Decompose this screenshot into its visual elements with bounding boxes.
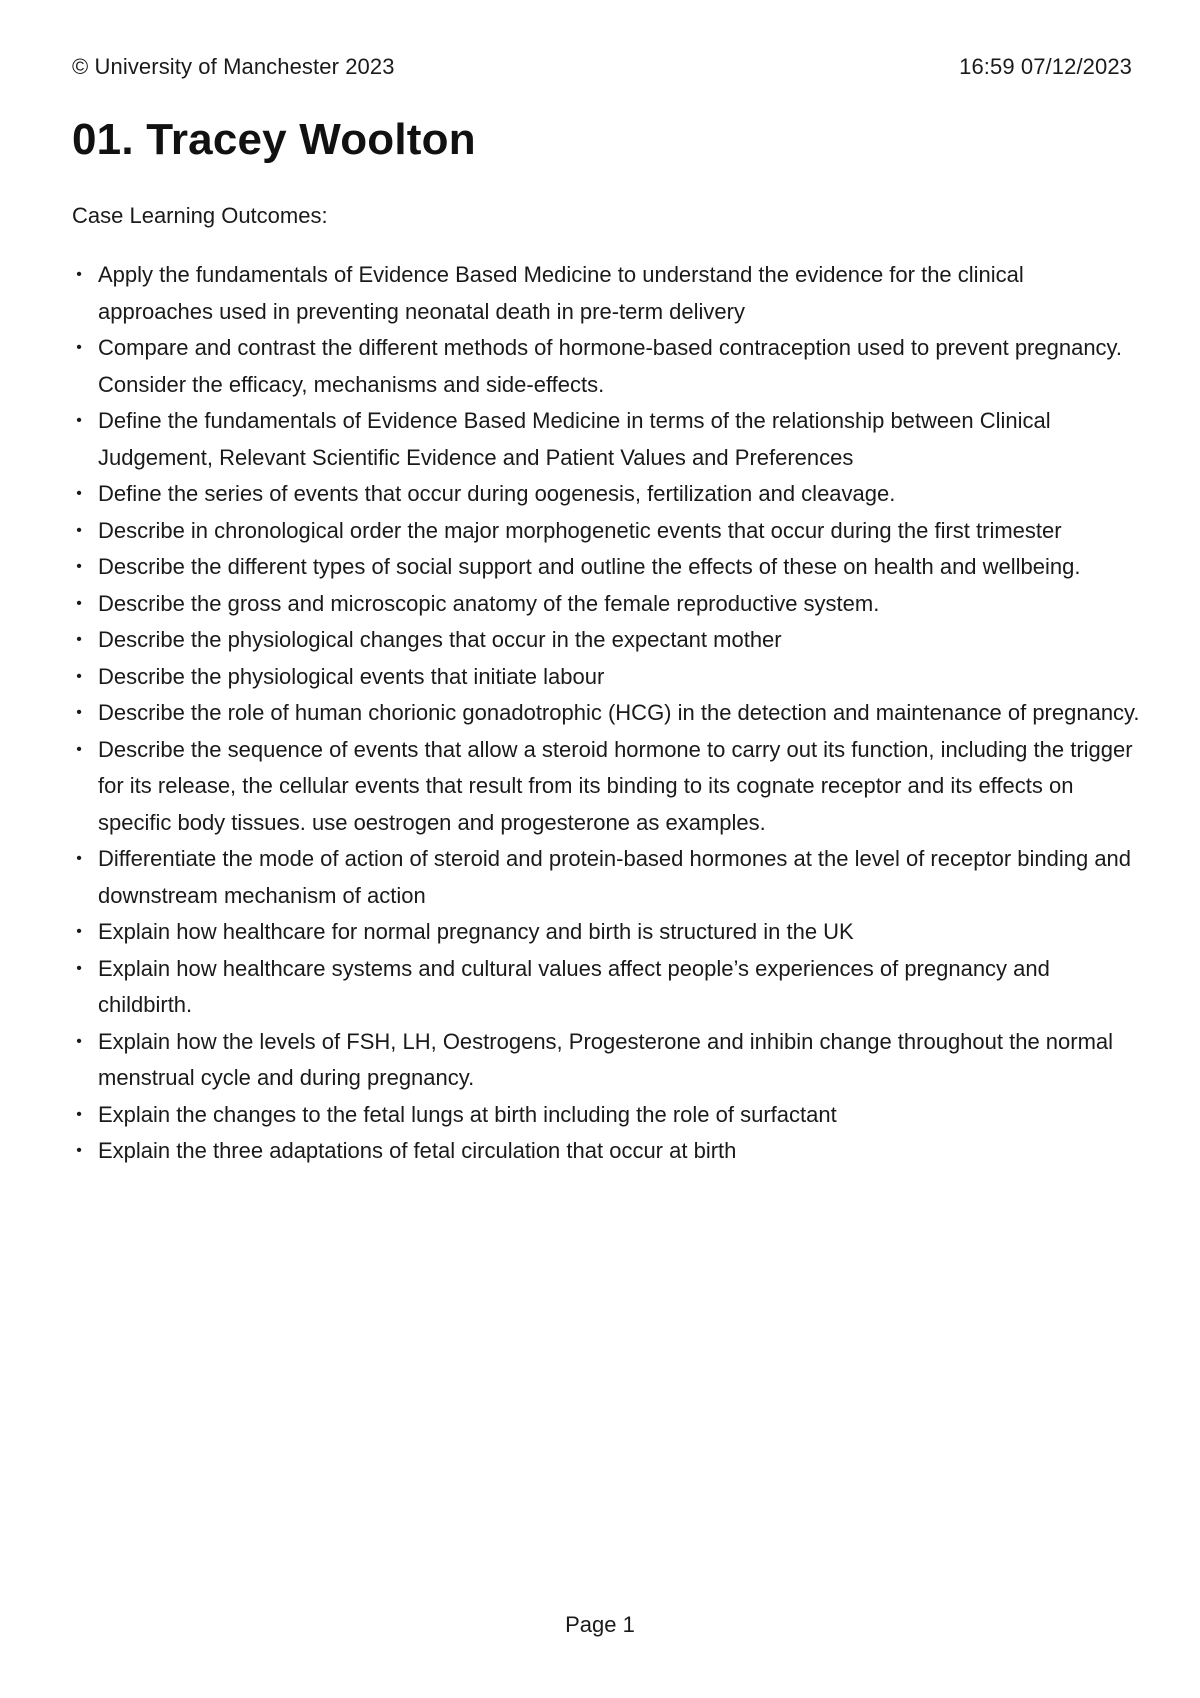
bullet-icon: • xyxy=(76,412,82,429)
bullet-icon: • xyxy=(76,558,82,575)
list-item xyxy=(72,659,1142,696)
copyright-notice: © University of Manchester 2023 xyxy=(72,54,395,79)
outcome-text: Explain the three adaptations of fetal circulation that occur at birth xyxy=(98,1138,737,1163)
list-item xyxy=(72,622,1142,659)
page-header xyxy=(72,50,1132,84)
list-item xyxy=(72,951,1142,1024)
outcome-text: Describe the role of human chorionic gonadotrophic (HCG) in the detection and maintenance of pregnancy. xyxy=(98,700,1140,725)
outcome-text: Describe in chronological order the major morphogenetic events that occur during the first trimester xyxy=(98,517,1062,543)
bullet-icon: • xyxy=(76,1105,82,1123)
outcome-text: Describe the gross and microscopic anatomy of the female reproductive system. xyxy=(98,590,880,616)
list-item xyxy=(72,403,1142,476)
learning-outcomes-list xyxy=(72,257,1142,1170)
outcome-text: Define the fundamentals of Evidence Based Medicine in terms of the relationship between Clinical Judgement, Relevant Scientific Evidence and Patient Values and Preferences xyxy=(98,408,1051,470)
list-item xyxy=(72,476,1142,513)
outcome-text: Define the series of events that occur during oogenesis, fertilization and cleavage. xyxy=(98,481,896,506)
list-item xyxy=(72,695,1142,732)
outcome-text: Describe the physiological events that initiate labour xyxy=(98,663,605,689)
bullet-icon: • xyxy=(76,704,82,721)
outcome-text: Explain how healthcare for normal pregnancy and birth is structured in the UK xyxy=(98,919,854,944)
list-item xyxy=(72,1024,1142,1097)
bullet-icon: • xyxy=(76,594,82,612)
outcome-text: Compare and contrast the different methods of hormone-based contraception used to prevent pregnancy. Consider the efficacy, mechanisms and side-effects. xyxy=(98,335,1123,397)
bullet-icon: • xyxy=(76,266,82,283)
outcome-text: Differentiate the mode of action of steroid and protein-based hormones at the level of receptor binding and downstream mechanism of action xyxy=(98,846,1132,908)
bullet-icon: • xyxy=(76,485,82,502)
list-item xyxy=(72,513,1142,550)
page-number: Page 1 xyxy=(565,1612,635,1637)
bullet-icon: • xyxy=(76,959,82,977)
list-item xyxy=(72,1097,1142,1134)
bullet-icon: • xyxy=(76,1032,82,1050)
bullet-icon: • xyxy=(76,850,82,867)
list-item xyxy=(72,549,1142,586)
bullet-icon: • xyxy=(76,740,82,758)
bullet-icon: • xyxy=(76,521,82,539)
bullet-icon: • xyxy=(76,631,82,648)
list-item xyxy=(72,1133,1142,1170)
outcome-text: Explain the changes to the fetal lungs at birth including the role of surfactant xyxy=(98,1101,837,1127)
outcomes-heading: Case Learning Outcomes: xyxy=(72,203,328,228)
outcome-text: Explain how healthcare systems and cultural values affect people’s experiences of pregnancy and childbirth. xyxy=(98,955,1050,1017)
list-item xyxy=(72,914,1142,951)
print-timestamp: 16:59 07/12/2023 xyxy=(959,54,1132,79)
outcome-text: Apply the fundamentals of Evidence Based Medicine to understand the evidence for the clinical approaches used in preventing neonatal death in pre-term delivery xyxy=(98,262,1024,324)
case-title: 01. Tracey Woolton xyxy=(72,115,476,164)
bullet-icon: • xyxy=(76,1142,82,1159)
list-item xyxy=(72,257,1142,330)
outcome-text: Describe the physiological changes that occur in the expectant mother xyxy=(98,627,782,652)
list-item xyxy=(72,841,1142,914)
outcome-text: Explain how the levels of FSH, LH, Oestrogens, Progesterone and inhibin change throughout the normal menstrual cycle and during pregnancy. xyxy=(98,1028,1114,1090)
list-item xyxy=(72,732,1142,842)
bullet-icon: • xyxy=(76,923,82,940)
outcome-text: Describe the sequence of events that allow a steroid hormone to carry out its function, including the trigger for its release, the cellular events that result from its binding to its cognate receptor and its effects on specific body tissues. use oestrogen and progesterone as examples. xyxy=(98,736,1133,835)
bullet-icon: • xyxy=(76,667,82,685)
outcome-text: Describe the different types of social support and outline the effects of these on health and wellbeing. xyxy=(98,554,1081,579)
bullet-icon: • xyxy=(76,339,82,356)
page-footer xyxy=(0,1612,1200,1638)
list-item xyxy=(72,586,1142,623)
list-item xyxy=(72,330,1142,403)
